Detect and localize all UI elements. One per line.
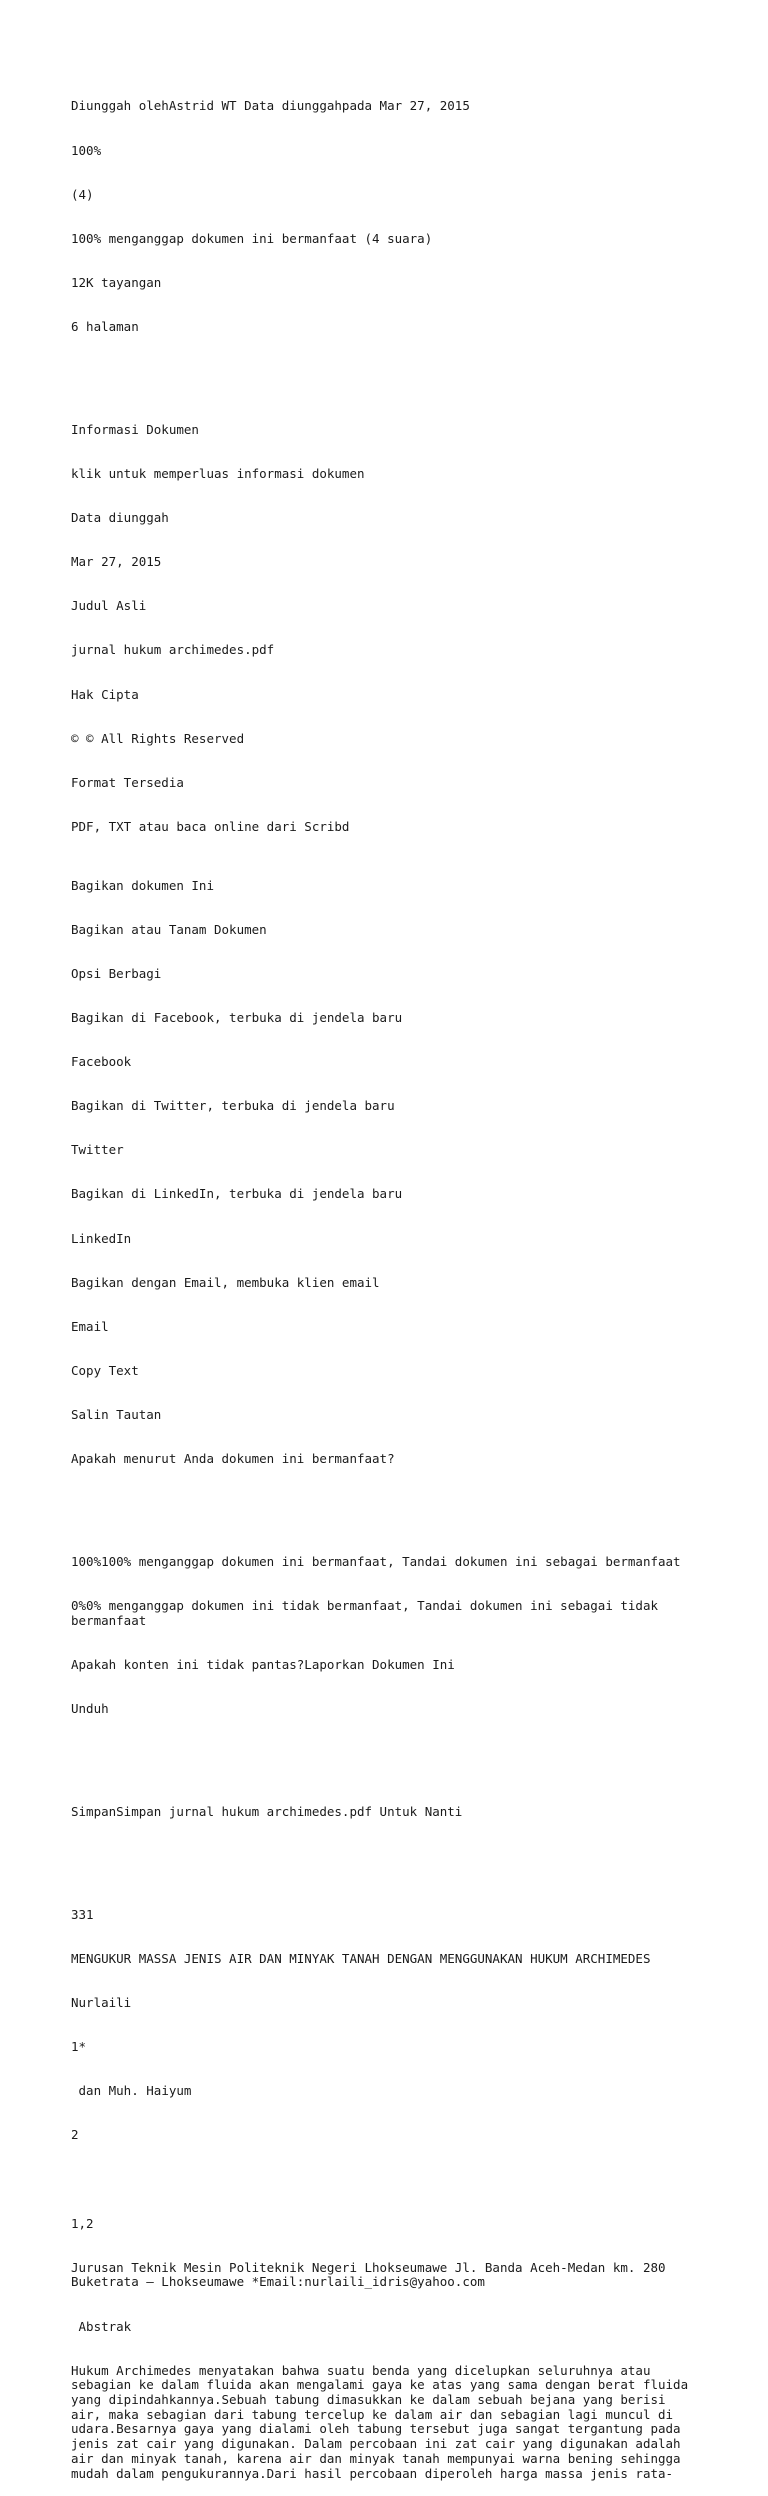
copy-text-button[interactable]: Copy Text [71, 1362, 139, 1378]
share-facebook-link[interactable]: Bagikan di Facebook, terbuka di jendela baru [71, 1009, 403, 1025]
feedback-question: Apakah menurut Anda dokumen ini bermanfaat? [71, 1451, 395, 1467]
copyright-label: Hak Cipta [71, 686, 139, 702]
upload-date-label: Data diunggah [71, 510, 169, 526]
page-count: 6 halaman [71, 318, 139, 334]
share-linkedin-link[interactable]: Bagikan di LinkedIn, terbuka di jendela baru [71, 1186, 403, 1202]
spacer [71, 364, 701, 379]
page-number: 331 [71, 1906, 94, 1922]
share-twitter-link[interactable]: Bagikan di Twitter, terbuka di jendela baru [71, 1098, 395, 1114]
expand-doc-info-link[interactable]: klik untuk memperluas informasi dokumen [71, 465, 365, 481]
affiliation: Jurusan Teknik Mesin Politeknik Negeri Lhokseumawe Jl. Banda Aceh-Medan km. 280 Buketrata – Lhokseumawe *Email:nurlaili_idris@yahoo.com [71, 2259, 674, 2290]
share-email-link[interactable]: Bagikan dengan Email, membuka klien email [71, 1274, 380, 1290]
share-options-label: Opsi Berbagi [71, 965, 162, 981]
rating-count[interactable]: (4) [71, 186, 94, 202]
original-title-label: Judul Asli [71, 598, 147, 614]
rating-text: 100% menganggap dokumen ini bermanfaat (4 suara) [71, 230, 433, 246]
spacer [71, 1849, 701, 1864]
author-1-mark: 1* [71, 2039, 87, 2055]
abstract-text: Hukum Archimedes menyatakan bahwa suatu benda yang dicelupkan seluruhnya atau sebagian ke dalam fluida akan mengalami gaya ke atas yang sama dengan berat fluida yang dipindahkannya.Sebuah tabung dimasukkan ke dalam sebuah bejana yang berisi air, maka sebagian dari tabung tercelup ke dalam air dan sebagian lagi muncul di udara.Besarnya gaya yang dialami oleh tabung tersebut juga sangat tergantung pada jenis zat cair yang digunakan. Dalam percobaan ini zat cair yang digunakan adalah air dan minyak tanah, karena air dan minyak tanah mempunyai warna bening sehingga mudah dalam pengukurannya.Dari hasil percobaan diperoleh harga massa jenis rata- [71, 2362, 696, 2481]
email-label[interactable]: Email [71, 1318, 109, 1334]
download-button[interactable]: Unduh [71, 1701, 109, 1717]
spacer [71, 1496, 701, 1511]
facebook-label[interactable]: Facebook [71, 1054, 132, 1070]
report-document-link[interactable]: Apakah konten ini tidak pantas?Laporkan Dokumen Ini [71, 1656, 455, 1672]
save-for-later-button[interactable]: SimpanSimpan jurnal hukum archimedes.pdf Untuk Nanti [71, 1803, 463, 1819]
mark-useful-button[interactable]: 100%100% menganggap dokumen ini bermanfaat, Tandai dokumen ini sebagai bermanfaat [71, 1553, 681, 1569]
doc-info-title: Informasi Dokumen [71, 421, 199, 437]
share-embed-button[interactable]: Bagikan atau Tanam Dokumen [71, 921, 267, 937]
abstract-label: Abstrak [71, 2318, 132, 2334]
rating-percent[interactable]: 100% [71, 142, 102, 158]
mark-not-useful-button[interactable]: 0%0% menganggap dokumen ini tidak bermanfaat, Tandai dokumen ini sebagai tidak bermanfaat [71, 1598, 666, 1628]
upload-info: Diunggah olehAstrid WT Data diunggahpada Mar 27, 2015 [71, 98, 470, 114]
author-2: dan Muh. Haiyum [71, 2083, 192, 2099]
author-2-mark: 2 [71, 2127, 79, 2143]
paper-title: MENGUKUR MASSA JENIS AIR DAN MINYAK TANAH DENGAN MENGGUNAKAN HUKUM ARCHIMEDES [71, 1950, 651, 1966]
upload-date: Mar 27, 2015 [71, 554, 162, 570]
format: PDF, TXT atau baca online dari Scribd [71, 818, 350, 834]
author-1: Nurlaili [71, 1995, 132, 2011]
share-document-button[interactable]: Bagikan dokumen Ini [71, 877, 214, 893]
spacer [71, 2172, 701, 2187]
copy-link-button[interactable]: Salin Tautan [71, 1406, 162, 1422]
view-count: 12K tayangan [71, 274, 162, 290]
page-text-content [71, 70, 701, 2496]
original-title: jurnal hukum archimedes.pdf [71, 642, 275, 658]
linkedin-label[interactable]: LinkedIn [71, 1230, 132, 1246]
affiliation-mark: 1,2 [71, 2215, 94, 2231]
copyright: © © All Rights Reserved [71, 730, 245, 746]
twitter-label[interactable]: Twitter [71, 1142, 124, 1158]
spacer [71, 1746, 701, 1761]
format-label: Format Tersedia [71, 774, 184, 790]
